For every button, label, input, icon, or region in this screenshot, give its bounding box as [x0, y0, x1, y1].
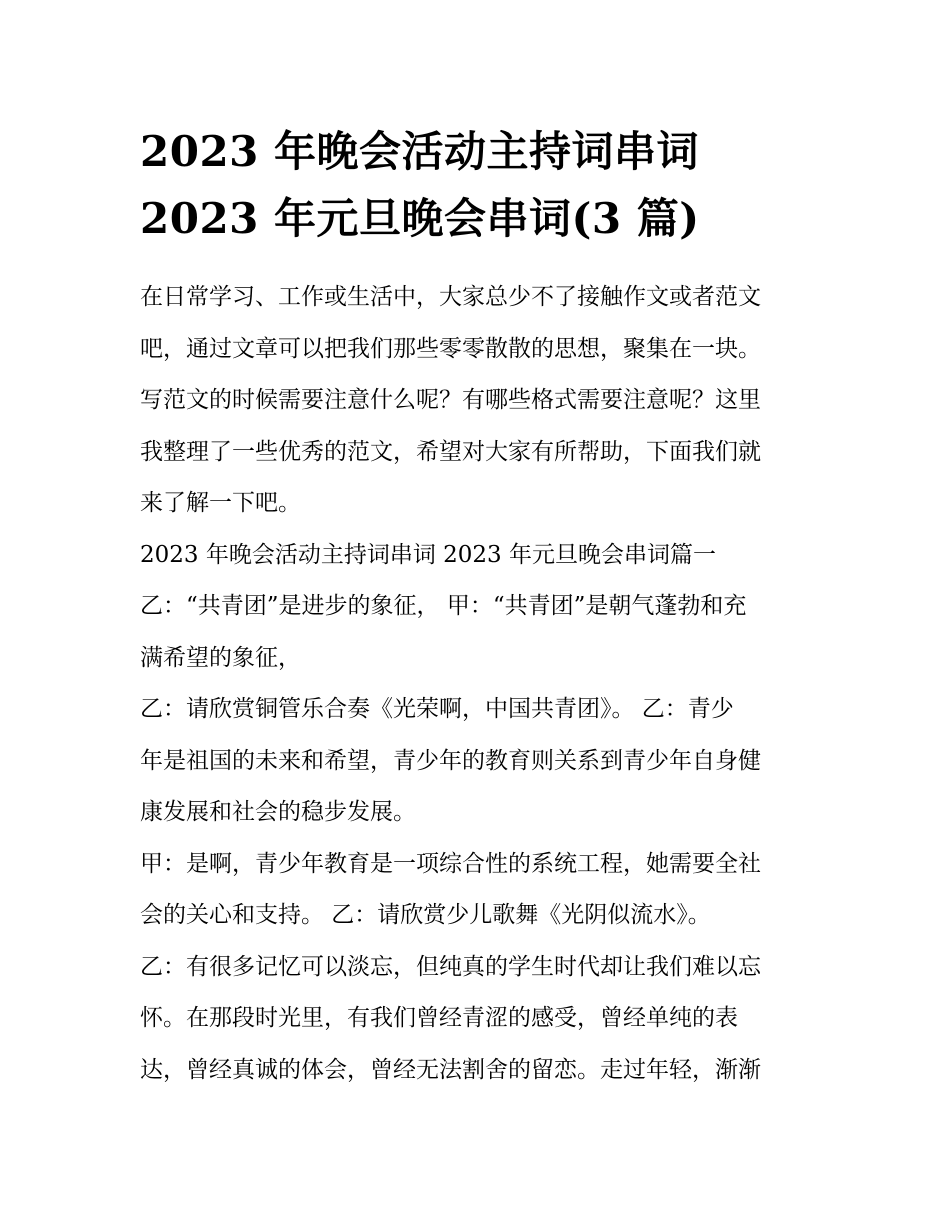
document-content	[140, 118, 820, 1096]
document-body	[140, 272, 820, 1096]
section-heading: 2023 年晚会活动主持词串词 2023 年元旦晚会串词篇一	[140, 541, 716, 568]
body-line: 在日常学习、工作或生活中，大家总少不了接触作文或者范文	[140, 284, 761, 310]
body-line: 达，曾经真诚的体会，曾经无法割舍的留恋。走过年轻，渐渐	[140, 1056, 761, 1083]
body-line: 写范文的时候需要注意什么呢？有哪些格式需要注意呢？这里	[140, 387, 761, 413]
body-line: 会的关心和支持。 乙：请欣赏少儿歌舞《光阴似流水》。	[140, 902, 711, 928]
body-line: 乙：有很多记忆可以淡忘，但纯真的学生时代却让我们难以忘	[140, 953, 761, 980]
body-line: 我整理了一些优秀的范文，希望对大家有所帮助，下面我们就	[140, 438, 761, 465]
body-line: 来了解一下吧。	[140, 490, 301, 516]
title-line-1: 2023 年晚会活动主持词串词	[140, 127, 700, 176]
body-line: 满希望的象征，	[140, 644, 301, 671]
document-title	[140, 118, 820, 252]
body-line: 乙：请欣赏铜管乐合奏《光荣啊，中国共青团》。 乙：青少	[140, 696, 734, 722]
body-line: 吧，通过文章可以把我们那些零零散散的思想，聚集在一块。	[140, 335, 761, 362]
body-line: 怀。在那段时光里，有我们曾经青涩的感受，曾经单纯的表	[140, 1005, 738, 1031]
body-line: 年是祖国的未来和希望，青少年的教育则关系到青少年自身健	[140, 747, 761, 774]
title-line-2: 2023 年元旦晚会串词(3 篇)	[140, 194, 700, 243]
body-line: 乙：“共青团”是进步的象征， 甲：“共青团”是朝气蓬勃和充	[140, 593, 747, 619]
body-line: 康发展和社会的稳步发展。	[140, 799, 416, 825]
body-line: 甲：是啊，青少年教育是一项综合性的系统工程，她需要全社	[140, 850, 761, 877]
